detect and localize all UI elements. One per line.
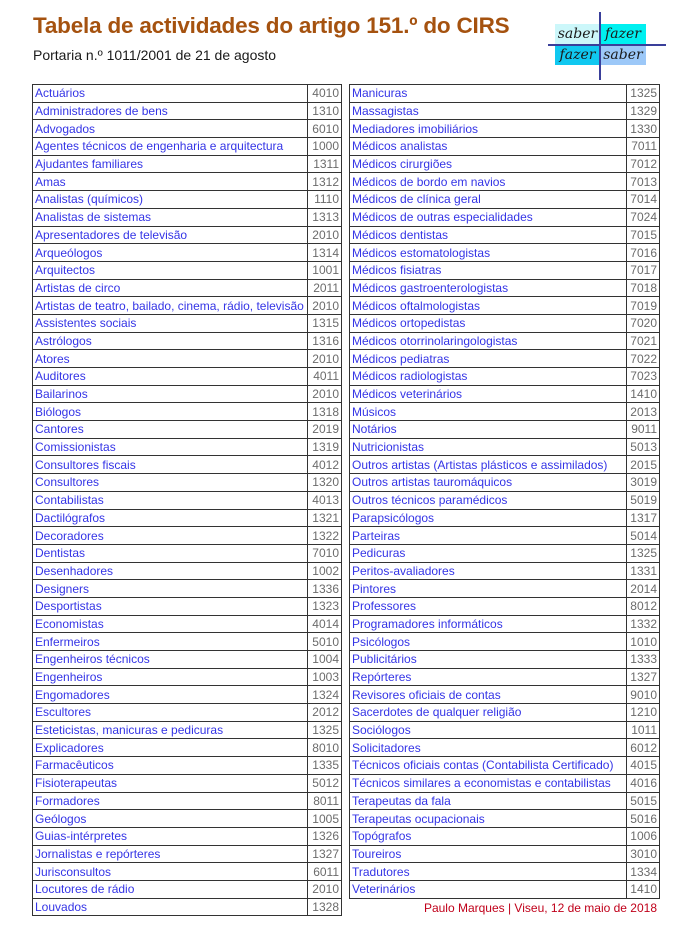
activity-code: 2012 [308,704,342,722]
activity-code: 2010 [308,385,342,403]
activity-code: 1325 [308,721,342,739]
activity-name: Auditores [33,368,308,386]
activity-code: 1410 [627,385,660,403]
table-row [33,226,342,244]
table-row [33,368,342,386]
table-row [350,544,660,562]
activity-name: Explicadores [33,739,308,757]
activity-name: Apresentadores de televisão [33,226,308,244]
table-row [350,208,660,226]
table-row [33,757,342,775]
activity-name: Biólogos [33,403,308,421]
activity-code: 7021 [627,332,660,350]
activity-name: Tradutores [350,863,627,881]
table-row [350,474,660,492]
activity-code: 1006 [627,827,660,845]
table-row [350,314,660,332]
table-row [33,792,342,810]
activity-name: Programadores informáticos [350,615,627,633]
activity-code: 1004 [308,651,342,669]
activity-name: Médicos ortopedistas [350,314,627,332]
table-row [350,686,660,704]
activity-name: Parteiras [350,527,627,545]
activity-name: Dentistas [33,544,308,562]
table-row [350,332,660,350]
activity-name: Outros artistas (Artistas plásticos e assimilados) [350,456,627,474]
logo-horizontal-divider [548,44,666,46]
activity-name: Médicos veterinários [350,385,627,403]
activity-name: Jornalistas e repórteres [33,845,308,863]
table-row [33,615,342,633]
activity-code: 2010 [308,350,342,368]
table-row [350,85,660,103]
activity-name: Médicos fisiatras [350,261,627,279]
activity-name: Mediadores imobiliários [350,120,627,138]
table-row [350,138,660,156]
table-row [350,597,660,615]
table-row [350,527,660,545]
table-row [350,509,660,527]
activity-name: Guias-intérpretes [33,827,308,845]
activity-name: Contabilistas [33,491,308,509]
activity-name: Pintores [350,580,627,598]
activity-code: 2014 [627,580,660,598]
activity-code: 1318 [308,403,342,421]
activity-code: 8010 [308,739,342,757]
table-row [350,633,660,651]
table-row [350,350,660,368]
activity-name: Fisioterapeutas [33,774,308,792]
activity-code: 4015 [627,757,660,775]
activity-code: 1002 [308,562,342,580]
activity-name: Médicos estomatologistas [350,244,627,262]
activity-name: Artistas de teatro, bailado, cinema, rádio, televisão [33,297,308,315]
activity-code: 5016 [627,810,660,828]
activity-code: 1327 [627,668,660,686]
table-row [33,509,342,527]
table-row [350,721,660,739]
activity-name: Médicos analistas [350,138,627,156]
activity-code: 1314 [308,244,342,262]
activity-name: Músicos [350,403,627,421]
activity-code: 7012 [627,155,660,173]
activity-name: Locutores de rádio [33,880,308,898]
table-row [33,191,342,209]
activity-name: Sacerdotes de qualquer religião [350,704,627,722]
table-row [350,297,660,315]
table-row [350,102,660,120]
activity-code: 1316 [308,332,342,350]
activity-code: 6012 [627,739,660,757]
table-row [350,792,660,810]
table-row [350,173,660,191]
activity-code: 1210 [627,704,660,722]
activity-code: 7020 [627,314,660,332]
activity-code: 1330 [627,120,660,138]
table-row [33,527,342,545]
activity-code: 5010 [308,633,342,651]
page-subtitle: Portaria n.º 1011/2001 de 21 de agosto [33,47,277,63]
activity-code: 1313 [308,208,342,226]
activity-code: 7019 [627,297,660,315]
activity-code: 4013 [308,491,342,509]
table-row [350,863,660,881]
activity-name: Artistas de circo [33,279,308,297]
activity-code: 1315 [308,314,342,332]
table-row [33,456,342,474]
activity-code: 1410 [627,880,660,898]
activity-name: Comissionistas [33,438,308,456]
activity-code: 4014 [308,615,342,633]
table-row [33,739,342,757]
activity-name: Médicos de outras especialidades [350,208,627,226]
table-row [350,226,660,244]
table-row [350,155,660,173]
activity-name: Formadores [33,792,308,810]
activity-code: 9011 [627,421,660,439]
table-row [33,898,342,916]
activity-name: Manicuras [350,85,627,103]
activity-name: Farmacêuticos [33,757,308,775]
activity-name: Decoradores [33,527,308,545]
activity-name: Cantores [33,421,308,439]
activity-name: Economistas [33,615,308,633]
activity-name: Advogados [33,120,308,138]
activity-code: 1329 [627,102,660,120]
activity-name: Outros artistas tauromáquicos [350,474,627,492]
table-row [33,155,342,173]
table-row [33,102,342,120]
activity-code: 7024 [627,208,660,226]
activity-name: Amas [33,173,308,191]
activity-code: 1327 [308,845,342,863]
activity-name: Enfermeiros [33,633,308,651]
activity-name: Peritos-avaliadores [350,562,627,580]
table-row [33,474,342,492]
table-row [350,739,660,757]
activity-code: 1332 [627,615,660,633]
activity-code: 1319 [308,438,342,456]
activity-name: Toureiros [350,845,627,863]
activity-code: 8011 [308,792,342,810]
table-row [33,651,342,669]
activity-name: Médicos gastroenterologistas [350,279,627,297]
activity-name: Engomadores [33,686,308,704]
activity-name: Técnicos oficiais contas (Contabilista Certificado) [350,757,627,775]
activity-name: Esteticistas, manicuras e pedicuras [33,721,308,739]
table-row [33,138,342,156]
table-row [350,491,660,509]
table-row [350,615,660,633]
table-row [33,863,342,881]
activity-code: 1010 [627,633,660,651]
activity-code: 7010 [308,544,342,562]
table-row [350,757,660,775]
table-row [33,120,342,138]
table-row [33,438,342,456]
table-row [33,314,342,332]
activity-name: Sociólogos [350,721,627,739]
activity-name: Jurisconsultos [33,863,308,881]
activity-code: 2010 [308,297,342,315]
activity-name: Dactilógrafos [33,509,308,527]
activity-code: 1011 [627,721,660,739]
activity-name: Agentes técnicos de engenharia e arquitectura [33,138,308,156]
table-row [33,403,342,421]
table-row [33,544,342,562]
table-row [33,173,342,191]
table-row [33,704,342,722]
activity-code: 1320 [308,474,342,492]
table-row [350,651,660,669]
page-title: Tabela de actividades do artigo 151.º do CIRS [33,13,510,38]
activity-name: Médicos de bordo em navios [350,173,627,191]
table-row [33,633,342,651]
table-row [350,385,660,403]
activity-code: 1334 [627,863,660,881]
logo-text-bottom-left: fazer [555,45,600,65]
table-row [350,120,660,138]
activity-name: Veterinários [350,880,627,898]
activity-code: 3019 [627,474,660,492]
footer-credit: Paulo Marques | Viseu, 12 de maio de 2018 [423,901,657,915]
activity-name: Médicos oftalmologistas [350,297,627,315]
activity-code: 1325 [627,544,660,562]
table-row [33,85,342,103]
activity-name: Astrólogos [33,332,308,350]
activity-name: Revisores oficiais de contas [350,686,627,704]
activity-code: 4010 [308,85,342,103]
activity-code: 1328 [308,898,342,916]
activity-code: 5013 [627,438,660,456]
activity-name: Arquitectos [33,261,308,279]
logo-text-bottom-right: saber [600,45,646,65]
activity-name: Terapeutas da fala [350,792,627,810]
activity-code: 4016 [627,774,660,792]
logo-text-top-right: fazer [600,24,646,44]
activity-code: 1317 [627,509,660,527]
table-row [350,368,660,386]
activity-name: Actuários [33,85,308,103]
activities-table-right-body [350,85,660,899]
activities-table-right [349,84,660,899]
activity-code: 1324 [308,686,342,704]
activity-name: Atores [33,350,308,368]
activity-code: 5012 [308,774,342,792]
activity-code: 2015 [627,456,660,474]
activity-name: Analistas (químicos) [33,191,308,209]
activity-code: 9010 [627,686,660,704]
activity-name: Administradores de bens [33,102,308,120]
activity-name: Repórteres [350,668,627,686]
activity-name: Outros técnicos paramédicos [350,491,627,509]
table-row [33,845,342,863]
activity-code: 1001 [308,261,342,279]
activity-code: 1333 [627,651,660,669]
activity-name: Médicos pediatras [350,350,627,368]
table-row [350,261,660,279]
activity-code: 1110 [308,191,342,209]
table-row [33,297,342,315]
activity-name: Geólogos [33,810,308,828]
table-row [33,827,342,845]
activity-code: 7017 [627,261,660,279]
activities-table-left [32,84,342,916]
table-row [350,774,660,792]
table-row [350,704,660,722]
activity-name: Médicos dentistas [350,226,627,244]
activity-code: 6011 [308,863,342,881]
activity-code: 4012 [308,456,342,474]
table-row [350,580,660,598]
table-row [350,421,660,439]
table-row [33,686,342,704]
activity-name: Arqueólogos [33,244,308,262]
activity-code: 1323 [308,597,342,615]
table-row [33,385,342,403]
table-row [33,421,342,439]
activity-code: 1325 [627,85,660,103]
activity-code: 1003 [308,668,342,686]
activity-code: 2010 [308,226,342,244]
activity-code: 8012 [627,597,660,615]
activity-code: 2010 [308,880,342,898]
activity-name: Médicos de clínica geral [350,191,627,209]
activity-code: 6010 [308,120,342,138]
activity-code: 7023 [627,368,660,386]
activity-name: Consultores fiscais [33,456,308,474]
activity-name: Engenheiros técnicos [33,651,308,669]
table-row [33,580,342,598]
activity-name: Médicos otorrinolaringologistas [350,332,627,350]
activity-name: Assistentes sociais [33,314,308,332]
activity-code: 5015 [627,792,660,810]
activity-code: 5014 [627,527,660,545]
activity-name: Publicitários [350,651,627,669]
table-row [33,562,342,580]
table-row [33,208,342,226]
activity-code: 7016 [627,244,660,262]
activity-code: 7014 [627,191,660,209]
activity-name: Técnicos similares a economistas e contabilistas [350,774,627,792]
table-row [350,403,660,421]
activity-name: Consultores [33,474,308,492]
activity-code: 7011 [627,138,660,156]
table-row [33,597,342,615]
activity-code: 1312 [308,173,342,191]
activity-name: Louvados [33,898,308,916]
activity-code: 1331 [627,562,660,580]
activity-code: 7015 [627,226,660,244]
activity-code: 1321 [308,509,342,527]
activity-code: 1322 [308,527,342,545]
activity-code: 1311 [308,155,342,173]
activity-name: Parapsicólogos [350,509,627,527]
activities-table-left-body [33,85,342,916]
table-row [350,845,660,863]
activity-name: Desportistas [33,597,308,615]
activity-code: 1335 [308,757,342,775]
activity-code: 2013 [627,403,660,421]
table-row [33,332,342,350]
table-row [350,244,660,262]
activity-name: Médicos radiologistas [350,368,627,386]
table-row [33,244,342,262]
table-row [33,774,342,792]
activity-code: 7013 [627,173,660,191]
logo-vertical-divider [599,12,601,80]
table-row [33,880,342,898]
activity-name: Professores [350,597,627,615]
activity-name: Notários [350,421,627,439]
table-row [33,350,342,368]
activity-code: 1000 [308,138,342,156]
table-row [33,668,342,686]
table-row [350,827,660,845]
activity-code: 1336 [308,580,342,598]
activity-code: 1310 [308,102,342,120]
activity-name: Engenheiros [33,668,308,686]
saber-fazer-logo [548,12,666,80]
table-row [33,261,342,279]
table-row [350,279,660,297]
table-row [350,880,660,898]
activity-name: Médicos cirurgiões [350,155,627,173]
activity-name: Bailarinos [33,385,308,403]
activity-name: Analistas de sistemas [33,208,308,226]
table-row [33,721,342,739]
table-row [350,668,660,686]
activity-code: 4011 [308,368,342,386]
table-row [350,562,660,580]
activity-name: Topógrafos [350,827,627,845]
activity-code: 7018 [627,279,660,297]
activity-name: Massagistas [350,102,627,120]
activity-name: Designers [33,580,308,598]
table-row [33,810,342,828]
activity-name: Solicitadores [350,739,627,757]
table-row [33,279,342,297]
table-row [350,191,660,209]
activity-name: Desenhadores [33,562,308,580]
table-row [350,438,660,456]
activity-code: 5019 [627,491,660,509]
activity-name: Psicólogos [350,633,627,651]
activity-name: Terapeutas ocupacionais [350,810,627,828]
table-row [350,456,660,474]
logo-text-top-left: saber [555,24,600,44]
activity-name: Escultores [33,704,308,722]
activity-name: Ajudantes familiares [33,155,308,173]
activity-code: 1005 [308,810,342,828]
activity-code: 2019 [308,421,342,439]
activity-code: 3010 [627,845,660,863]
table-row [33,491,342,509]
activity-code: 1326 [308,827,342,845]
activity-code: 7022 [627,350,660,368]
table-row [350,810,660,828]
activity-code: 2011 [308,279,342,297]
activity-name: Nutricionistas [350,438,627,456]
activity-name: Pedicuras [350,544,627,562]
